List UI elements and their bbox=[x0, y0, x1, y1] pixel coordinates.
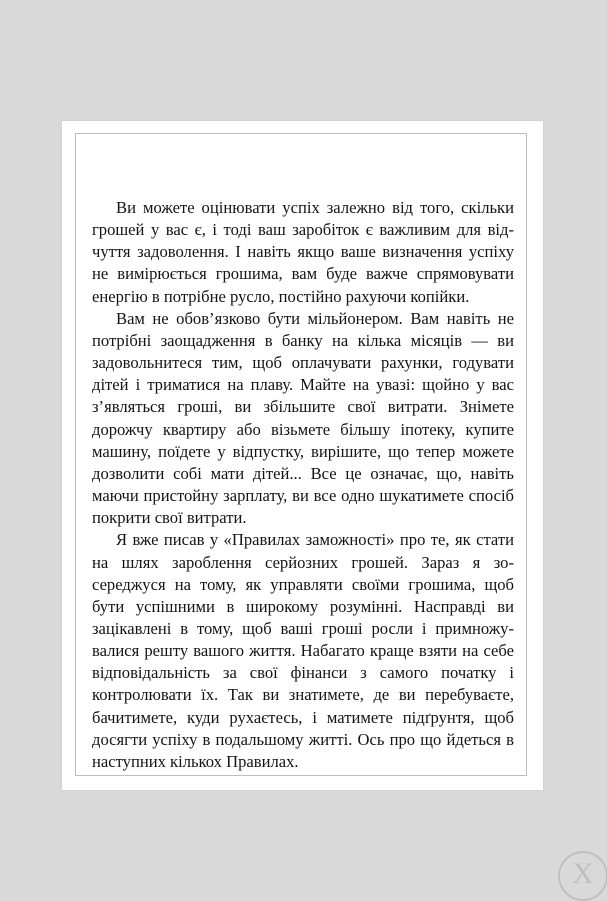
watermark-logo-icon bbox=[558, 851, 607, 901]
paragraph-3: Я вже писав у «Правилах заможності» про те, як стати на шлях зароблення серйозних грошей. Зараз я зосереджуся на тому, як управляти своїми грошима, щоб бути успішними в широкому розумінні. Насправді ви зацікавлені в тому, щоб ваші гроші росли і примножувалися решту вашого життя. Набагато краще взяти на себе відповідальність за свої фінанси з самого початку і контролювати їх. Так ви знатимете, де ви перебуваєте, бачитимете, куди рухаєтесь, і матимете підґрунтя, щоб досягти успіху в подальшому житті. Ось про що йдеться в наступних кількох Правилах. bbox=[92, 530, 514, 771]
watermark-letter: X bbox=[572, 857, 594, 890]
book-page bbox=[62, 121, 543, 790]
paragraph-2: Вам не обов’язково бути мільйонером. Вам навіть не потрібні заощадження в банку на кілька місяців — ви задовольнитеся тим, щоб оплачувати рахунки, годувати дітей і триматися на плаву. Майте на увазі: щойно у вас з’являться гроші, ви збільшите свої витрати. Знімете дорожчу квартиру або візьмете більшу іпотеку, купите машину, поїдете у відпустку, вирішите, що тепер можете дозволити собі мати дітей... Все це означає, що, навіть маючи пристойну зарплату, ви все одно шукатимете спосіб покрити свої витрати. bbox=[92, 308, 514, 528]
body-text bbox=[92, 197, 514, 773]
paragraph-1: Ви можете оцінювати успіх залежно від того, скільки грошей у вас є, і тоді ваш заробіток є важливим для відчуття задоволення. І навіть якщо ваше визначення успіху не вимірюється грошима, вам буде важче спрямовувати енергію в потрібне русло, постійно рахуючи копійки. bbox=[92, 198, 514, 306]
